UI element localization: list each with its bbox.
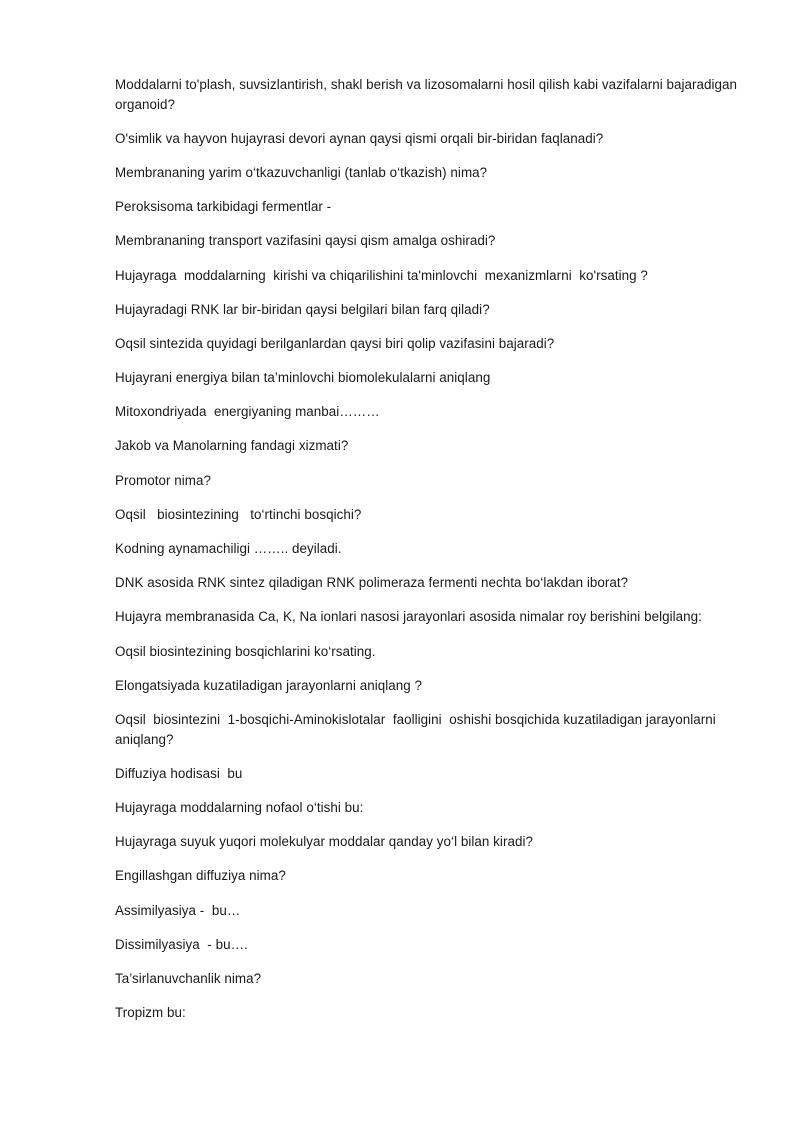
question-text: Membrananing yarim o‘tkazuvchanligi (tanlab o‘tkazish) nima?	[115, 164, 488, 180]
question-text: O'simlik va hayvon hujayrasi devori aynan qaysi qismi orqali bir-biridan faqlanadi?	[115, 130, 604, 146]
question-text: Hujayrani energiya bilan ta’minlovchi biomolekulalarni aniqlang	[115, 370, 491, 386]
question-list	[115, 75, 755, 1037]
question-text: Diffuziya hodisasi bu	[115, 765, 243, 781]
question-text: Assimilyasiya - bu…	[115, 902, 241, 918]
question-text: Hujayra membranasida Ca, K, Na ionlari nasosi jarayonlari asosida nimalar roy berishini belgilang:	[115, 609, 702, 625]
question-text: Jakob va Manolarning fandagi xizmati?	[115, 438, 349, 454]
question-text: Oqsil sintezida quyidagi berilganlardan qaysi biri qolip vazifasini bajaradi?	[115, 335, 555, 351]
question-text: Elongatsiyada kuzatiladigan jarayonlarni aniqlang ?	[115, 677, 423, 693]
question-text: Dissimilyasiya - bu….	[115, 936, 248, 952]
question-text: DNK asosida RNK sintez qiladigan RNK polimeraza fermenti nechta bo‘lakdan iborat?	[115, 575, 629, 591]
question-text: Promotor nima?	[115, 472, 211, 488]
question-text: Oqsil biosintezini 1-bosqichi-Aminokislotalar faolligini oshishi bosqichida kuzatiladigan jarayonlarni aniqlang?	[115, 711, 720, 747]
question-text: Membrananing transport vazifasini qaysi qism amalga oshiradi?	[115, 233, 496, 249]
question-text: Ta’sirlanuvchanlik nima?	[115, 970, 262, 986]
question-text: Oqsil biosintezining to‘rtinchi bosqichi?	[115, 506, 362, 522]
question-text: Tropizm bu:	[115, 1005, 186, 1021]
question-text: Moddalarni to'plash, suvsizlantirish, shakl berish va lizosomalarni hosil qilish kabi vazifalarni bajaradigan organoid?	[115, 77, 741, 112]
question-text: Hujayradagi RNK lar bir-biridan qaysi belgilari bilan farq qiladi?	[115, 301, 490, 317]
question-text: Hujayraga moddalarning kirishi va chiqarilishini ta'minlovchi mexanizmlarni ko'rsating ?	[115, 267, 648, 283]
question-text: Hujayraga suyuk yuqori molekulyar moddalar qanday yo‘l bilan kiradi?	[115, 834, 533, 850]
question-text: Hujayraga moddalarning nofaol o‘tishi bu:	[115, 799, 364, 815]
question-text: Mitoxondriyada energiyaning manbai………	[115, 404, 380, 420]
question-text: Peroksisoma tarkibidagi fermentlar -	[115, 199, 332, 215]
question-text: Oqsil biosintezining bosqichlarini ko‘rsating.	[115, 643, 376, 659]
question-text: Kodning aynamachiligi …….. deyiladi.	[115, 541, 342, 557]
question-text: Engillashgan diffuziya nima?	[115, 868, 286, 884]
